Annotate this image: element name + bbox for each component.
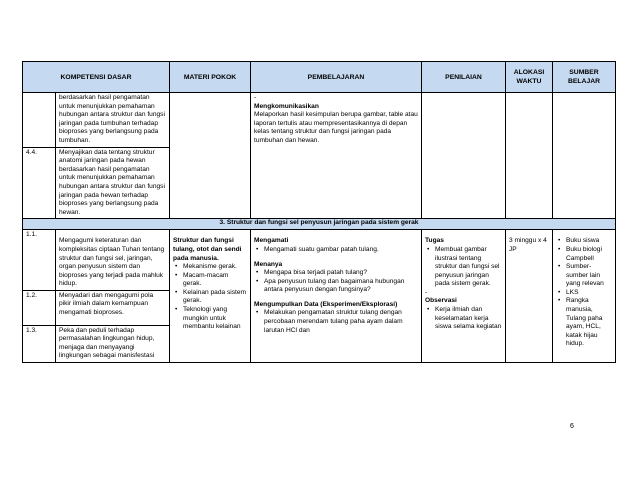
materi-cell [170, 230, 251, 363]
pembelajaran-cell [251, 230, 422, 363]
sumber-cell [553, 93, 616, 219]
list-item: • Mekanisme gerak. [183, 263, 247, 272]
list-item: • Teknologi yang mungkin untuk membantu kelainan [183, 306, 247, 332]
sumber-cell [553, 230, 616, 363]
header-row [23, 62, 616, 93]
list-item: • Macam-macam gerak. [183, 272, 247, 289]
penilaian-cell [422, 93, 506, 219]
header-sumber-belajar [553, 62, 616, 93]
alokasi-cell [506, 230, 553, 363]
sumber-list [556, 237, 612, 349]
section-row [23, 219, 616, 230]
list-item: • Apa penyusun tulang dan bagaimana hubungan antara penyusun dengan fungsinya? [264, 278, 418, 295]
list-item: • Melakukan pengamatan struktur tulang dengan percobaan merendam tulang paha ayam dalam larutan HCl dan [264, 309, 418, 335]
list-item: • Kelainan pada sistem gerak. [183, 289, 247, 306]
kd-cell [56, 230, 170, 291]
alokasi-text: 3 minggu x 4 JP [509, 237, 547, 253]
list-item: • Buku biologi Campbell [566, 246, 612, 263]
header-alokasi-line2: WAKTU [516, 78, 542, 85]
no-cell [23, 93, 56, 148]
mengamati-title: Mengamati [254, 237, 289, 245]
menanya-title: Menanya [254, 260, 283, 268]
mengkomunikasikan-text: Melaporkan hasil kesimpulan berupa gambar, table atau laporan tertulis atau mempresentasikannya di depan kelas tentang struktur dan fungsi jaringan pada tumbuhan dan hewan. [254, 111, 418, 144]
page-number: 6 [570, 423, 574, 430]
no-cell: 1.1. [23, 230, 56, 291]
header-sumber-line2: BELAJAR [567, 78, 601, 85]
pengumpulan-list [254, 309, 418, 335]
header-kompetensi-dasar: KOMPETENSI DASAR [23, 62, 170, 93]
mengkomunikasikan-title: Mengkomunikasikan [254, 102, 319, 110]
pengumpulan-title: Mengumpulkan Data (Eksperimen/Eksplorasi) [254, 300, 398, 308]
penilaian-cell [422, 230, 506, 363]
tugas-title: Tugas [425, 237, 444, 245]
list-item: • Mengapa bisa terjadi patah tulang? [264, 269, 418, 278]
list-item: • LKS [566, 289, 612, 298]
kd-cell: Menyajikan data tentang struktur anatomi jaringan pada hewan berdasarkan hasil pengamatan untuk menunjukkan pemahaman hubungan antara struktur dan fungsi jaringan pada hewan terhadap bioproses yang berlangsung pada hewan. [56, 147, 170, 219]
table-row [23, 230, 616, 291]
dash-text: - [254, 94, 257, 101]
alokasi-cell [506, 93, 553, 219]
pembelajaran-cell [251, 93, 422, 219]
kd-cell: Peka dan peduli terhadap permasalahan lingkungan hidup, menjaga dan menyayangi lingkungan sebagai manisfestasi [56, 325, 170, 362]
observasi-title: Observasi [425, 297, 457, 305]
header-alokasi-waktu [506, 62, 553, 93]
header-penilaian: PENILAIAN [422, 62, 506, 93]
materi-title: Struktur dan fungsi tulang, otot dan sendi pada manusia. [173, 237, 242, 262]
syllabus-table [22, 61, 616, 363]
list-item: • Mengamati suatu gambar patah tulang. [264, 246, 418, 255]
no-cell: 1.2. [23, 290, 56, 325]
kd-text: Mengagumi keteraturan dan kompleksitas ciptaan Tuhan tentang struktur dan fungsi sel, jaringan, organ penyusun sistem dan bioproses yang terjadi pada mahluk hidup. [59, 237, 165, 288]
header-materi-pokok: MATERI POKOK [170, 62, 251, 93]
header-alokasi-line1: ALOKASI [513, 69, 545, 76]
list-item: • Sumber-sumber lain yang relevan [566, 263, 612, 289]
dash-text: - [425, 288, 428, 296]
header-pembelajaran: PEMBELAJARAN [251, 62, 422, 93]
list-item: • Rangka manusia, Tulang paha ayam, HCL, katak hijau hidup. [566, 297, 612, 349]
kd-cell: berdasarkan hasil pengamatan untuk menunjukkan pemahaman hubungan antara struktur dan fungsi jaringan pada tumbuhan terhadap bioproses yang berlangsung pada tumbuhan. [56, 93, 170, 148]
observasi-list [425, 306, 502, 332]
no-cell: 1.3. [23, 325, 56, 362]
list-item: • Membuat gambar ilustrasi tentang struktur dan fungsi sel penyusun jaringan pada sistem gerak. [435, 246, 502, 289]
list-item: • Buku siswa [566, 237, 612, 246]
list-item: • Kerja ilmiah dan keselamatan kerja siswa selama kegiatan [435, 306, 502, 332]
materi-cell [170, 93, 251, 219]
table-row [23, 93, 616, 148]
tugas-list [425, 246, 502, 289]
materi-list [173, 263, 247, 332]
section-title: 3. Struktur dan fungsi sel penyusun jaringan pada sistem gerak [23, 219, 616, 230]
kd-text: Menyadari dan mengagumi pola pikir ilmiah dalam kemampuan mengamati bioproses. [59, 291, 154, 317]
header-sumber-line1: SUMBER [569, 69, 599, 76]
no-cell: 4.4. [23, 147, 56, 219]
kd-cell [56, 290, 170, 325]
mengamati-list [254, 246, 418, 255]
menanya-list [254, 269, 418, 295]
